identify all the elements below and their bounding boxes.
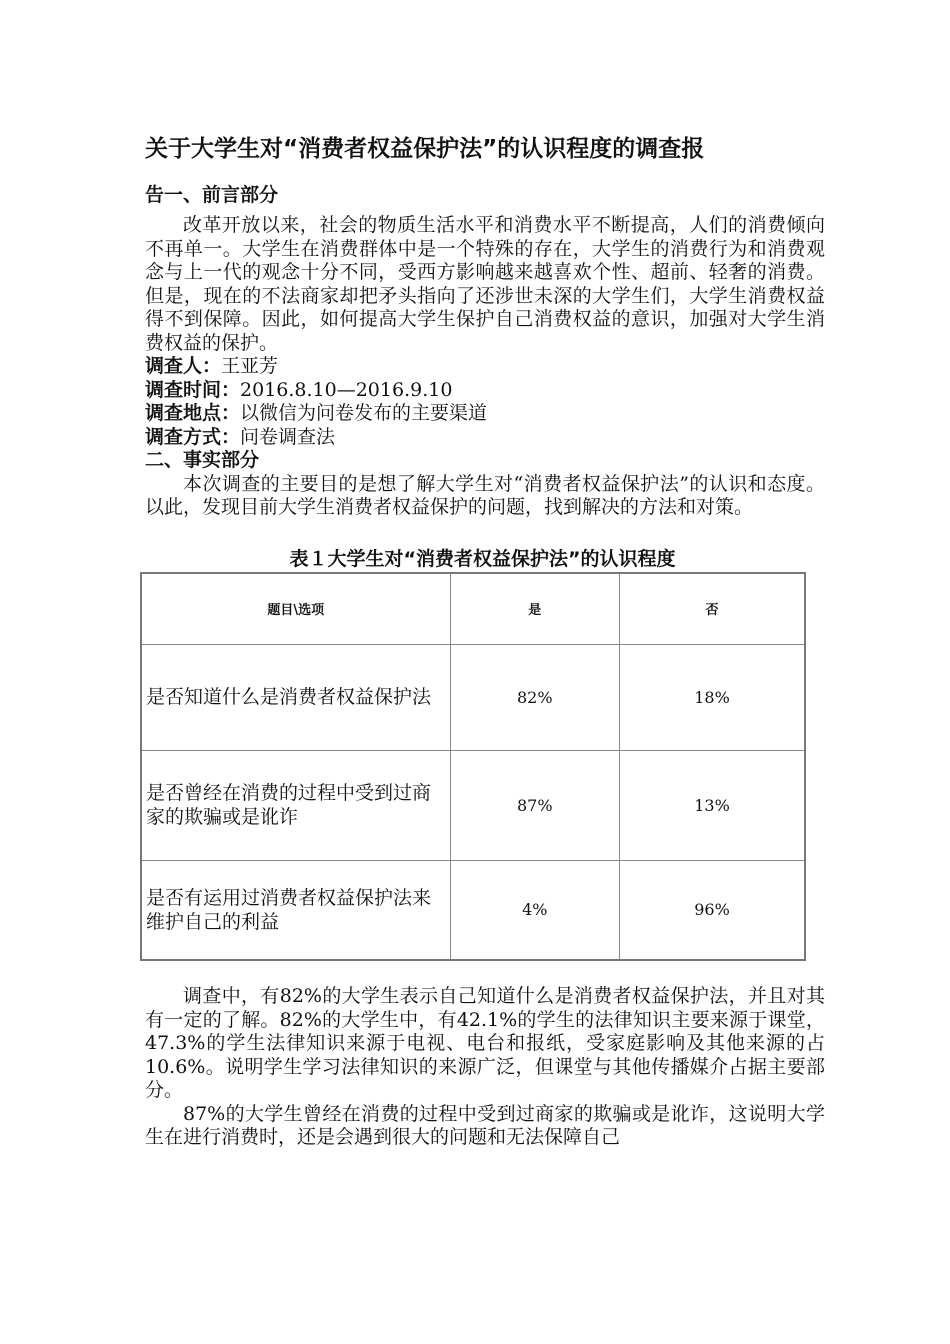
analysis-paragraph-2: 87%的大学生曾经在消费的过程中受到过商家的欺骗或是讹诈，这说明大学生在进行消费时，还是会遇到很大的问题和无法保障自己 — [145, 1102, 825, 1148]
meta-location-label: 调查地点： — [145, 402, 241, 424]
table-cell-yes: 87% — [450, 750, 620, 860]
meta-method — [145, 426, 825, 450]
meta-location-value: 以微信为问卷发布的主要渠道 — [240, 402, 488, 424]
meta-method-label: 调查方式： — [145, 425, 241, 448]
table-row — [141, 750, 805, 860]
meta-time-label: 调查时间： — [145, 378, 241, 401]
table-cell-no: 96% — [620, 860, 805, 960]
section-heading-preface: 告一、前言部分 — [145, 184, 279, 206]
table-cell-yes: 4% — [450, 860, 620, 960]
meta-investigator-value: 王亚芳 — [221, 355, 279, 377]
meta-investigator — [145, 355, 825, 379]
table-row — [141, 860, 805, 960]
intro-paragraph: 改革开放以来，社会的物质生活水平和消费水平不断提高，人们的消费倾向不再单一。大学生在消费群体中是一个特殊的存在，大学生的消费行为和消费观念与上一代的观念十分不同，受西方影响越来越喜欢个性、超前、轻奢的消费。但是，现在的不法商家却把矛头指向了还涉世未深的大学生们，大学生消费权益得不到保障。因此，如何提高大学生保护自己消费权益的意识，加强对大学生消费权益的保护。 — [145, 214, 825, 354]
table-cell-no: 13% — [620, 750, 805, 860]
table-header-row — [141, 573, 805, 645]
document-title: 关于大学生对“消费者权益保护法”的认识程度的调查报 — [145, 136, 705, 162]
table-caption: 表１大学生对“消费者权益保护法”的认识程度 — [289, 547, 676, 570]
meta-location — [145, 402, 825, 426]
meta-time — [145, 379, 825, 403]
table-cell-yes: 82% — [450, 644, 620, 750]
document-page — [145, 130, 825, 1150]
section-heading-facts: 二、事实部分 — [145, 449, 260, 471]
table-row — [141, 644, 805, 750]
meta-time-value: 2016.8.10—2016.9.10 — [240, 378, 453, 401]
table-cell-question: 是否有运用过消费者权益保护法来维护自己的利益 — [141, 860, 450, 960]
analysis-section — [145, 985, 825, 1150]
meta-method-value: 问卷调查法 — [240, 425, 336, 448]
facts-paragraph: 本次调查的主要目的是想了解大学生对“消费者权益保护法”的认识和态度。以此，发现目前大学生消费者权益保护的问题，找到解决的方法和对策。 — [145, 472, 825, 518]
table-header-question: 题目\选项 — [141, 573, 450, 645]
table-cell-no: 18% — [620, 644, 805, 750]
table-header-no: 否 — [620, 573, 805, 645]
table-cell-question: 是否曾经在消费的过程中受到过商家的欺骗或是讹诈 — [141, 750, 450, 860]
table-header-yes: 是 — [450, 573, 620, 645]
table-cell-question: 是否知道什么是消费者权益保护法 — [141, 644, 450, 750]
survey-table — [140, 572, 806, 962]
analysis-paragraph-1: 调查中，有82%的大学生表示自己知道什么是消费者权益保护法，并且对其有一定的了解。82%的大学生中，有42.1%的学生的法律知识主要来源于课堂，47.3%的学生法律知识来源于电视、电台和报纸，受家庭影响及其他来源的占10.6%。说明学生学习法律知识的来源广泛，但课堂与其他传播媒介占据主要部分。 — [145, 985, 825, 1101]
meta-investigator-label: 调查人： — [145, 355, 222, 377]
